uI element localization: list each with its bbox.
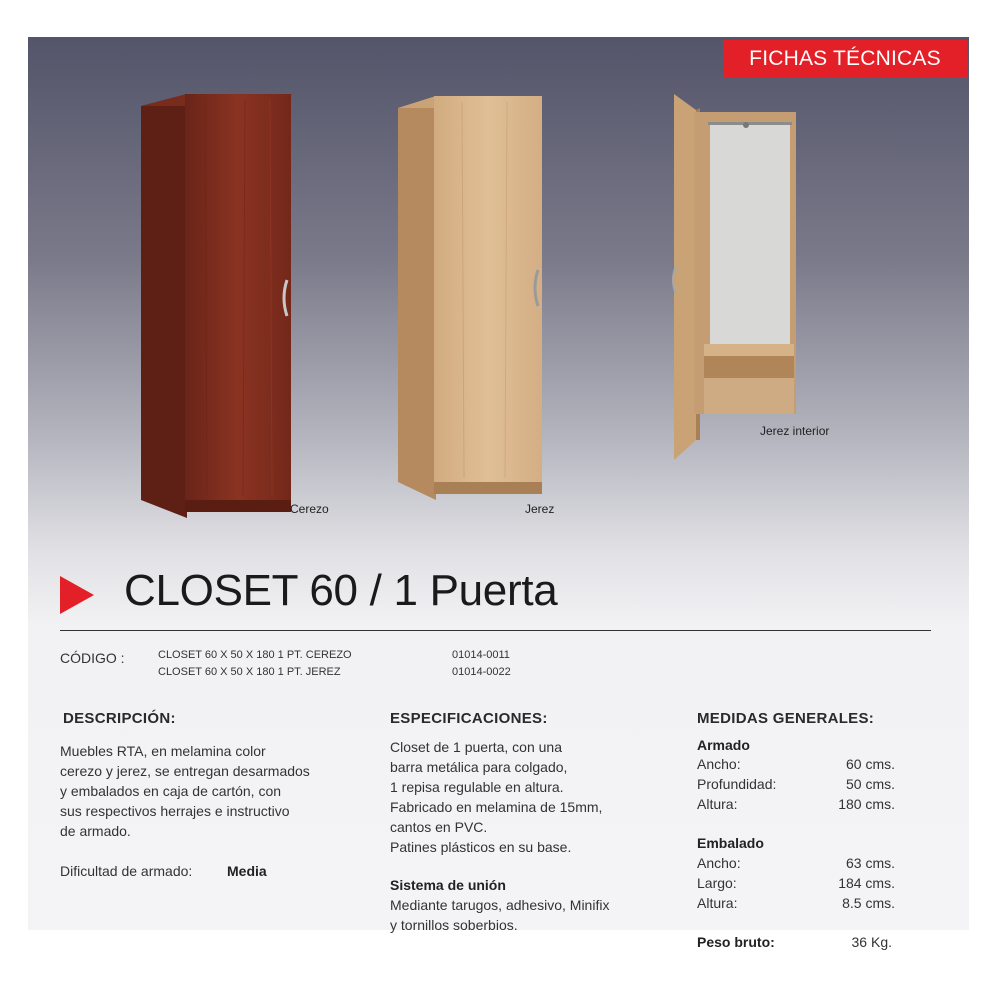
spec-label: Profundidad:	[697, 776, 777, 792]
title-arrow-icon	[60, 576, 94, 614]
product-title: CLOSET 60 / 1 Puerta	[124, 566, 558, 615]
code-row-cerezo-name: CLOSET 60 X 50 X 180 1 PT. CEREZO	[158, 649, 352, 661]
caption-jerez: Jerez	[525, 502, 555, 516]
spec-label: Ancho:	[697, 756, 741, 772]
spec-value: 50 cms.	[845, 776, 895, 792]
spec-label: Altura:	[697, 895, 738, 911]
especificaciones-heading: ESPECIFICACIONES:	[390, 710, 548, 727]
code-row-cerezo-code: 01014-0011	[452, 649, 510, 661]
embalado-heading: Embalado	[697, 835, 764, 851]
spec-value: 180 cms.	[838, 796, 895, 812]
dificultad-label: Dificultad de armado:	[60, 863, 193, 879]
spec-value: 60 cms.	[845, 756, 895, 772]
spec-value: 184 cms.	[838, 875, 895, 891]
fichas-tecnicas-banner: FICHAS TÉCNICAS	[723, 40, 967, 77]
spec-label: Ancho:	[697, 855, 741, 871]
code-row-jerez-code: 01014-0022	[452, 666, 511, 678]
closet-jerez-interior-image	[668, 88, 803, 463]
especificaciones-text: Closet de 1 puerta, con una barra metálica para colgado, 1 repisa regulable en altura. Fabricado en melamina de 15mm, cantos en PVC. Patines plásticos en su base.	[390, 739, 603, 855]
sistema-union-text: Mediante tarugos, adhesivo, Minifix y tornillos soberbios.	[390, 897, 610, 933]
spec-value: 8.5 cms.	[842, 895, 895, 911]
medidas-heading: MEDIDAS GENERALES:	[697, 710, 875, 727]
codigo-label: CÓDIGO :	[60, 650, 125, 666]
peso-bruto-label: Peso bruto:	[697, 934, 775, 950]
spec-value: 63 cms.	[845, 855, 895, 871]
armado-heading: Armado	[697, 737, 750, 753]
code-row-jerez-name: CLOSET 60 X 50 X 180 1 PT. JEREZ	[158, 666, 341, 678]
descripcion-text: Muebles RTA, en melamina color cerezo y jerez, se entregan desarmados y embalados en caja de cartón, con sus respectivos herrajes e instructivo de armado.	[60, 743, 310, 839]
closet-jerez-image	[392, 90, 552, 505]
peso-bruto-value: 36 Kg.	[851, 934, 892, 950]
spec-label: Altura:	[697, 796, 738, 812]
title-divider	[60, 630, 931, 631]
spec-label: Largo:	[697, 875, 737, 891]
closet-cerezo-image	[135, 90, 300, 525]
caption-cerezo: Cerezo	[290, 502, 329, 516]
sistema-union-heading: Sistema de unión	[390, 877, 506, 893]
dificultad-value: Media	[227, 863, 267, 879]
caption-jerez-interior: Jerez interior	[760, 424, 830, 438]
descripcion-heading: DESCRIPCIÓN:	[63, 710, 176, 727]
